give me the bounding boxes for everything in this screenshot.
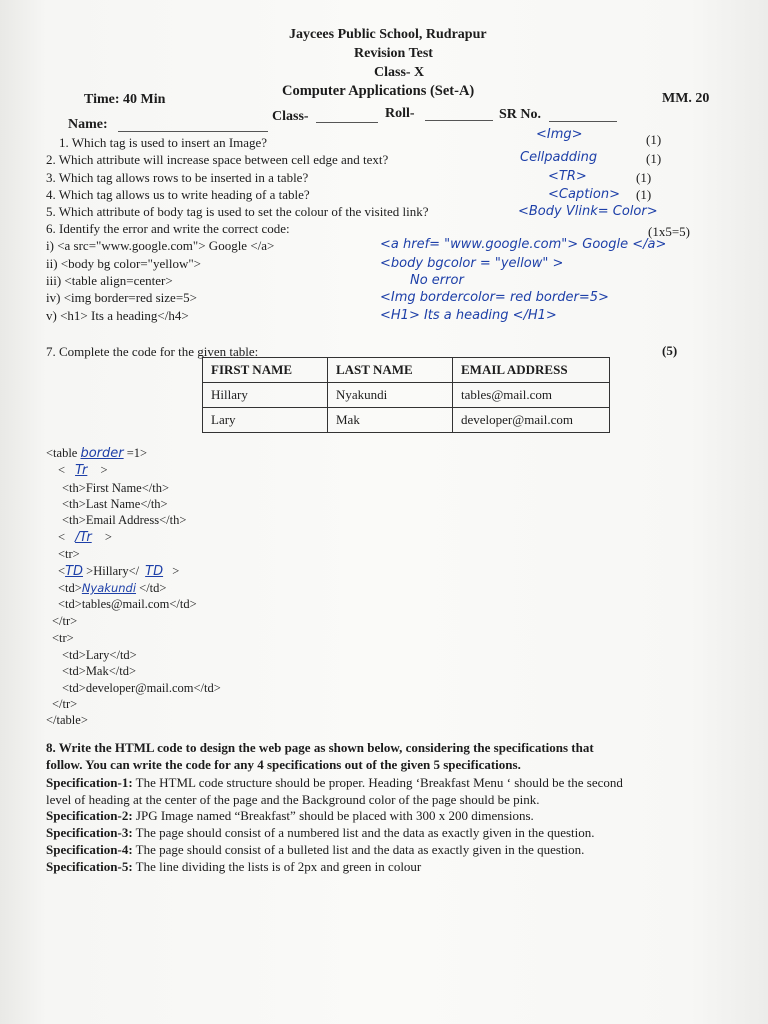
q6-answer-5: <H1> Its a heading </H1> (380, 308, 557, 323)
code-text: <table (46, 446, 81, 460)
code-answer: /Tr (75, 530, 92, 545)
q6-answer-4: <Img bordercolor= red border=5> (380, 290, 609, 305)
table-row (203, 408, 610, 433)
marks-3: (1) (636, 170, 652, 185)
code-text: > (101, 530, 112, 544)
spec-label: Specification-4: (46, 842, 133, 857)
question-2: 2. Which attribute will increase space between cell edge and text? (46, 152, 389, 167)
q6-answer-3: No error (410, 273, 464, 288)
table-cell: Lary (203, 408, 328, 433)
name-label: Name: (68, 117, 108, 132)
name-blank (118, 131, 268, 132)
code-line-3: <th>First Name</th> (62, 481, 170, 495)
code-text: </td> (136, 581, 167, 595)
sample-table (202, 357, 610, 433)
code-line-14: <td>Mak</td> (62, 664, 137, 678)
spec-label: Specification-3: (46, 825, 133, 840)
answer-5: <Body Vlink= Color> (518, 204, 658, 219)
code-line-5: <th>Email Address</th> (62, 513, 187, 527)
answer-4: <Caption> (548, 187, 620, 202)
spec-text: The line dividing the lists is of 2px and green in colour (132, 859, 422, 874)
code-text: > (97, 463, 108, 477)
class-title: Class- X (374, 65, 425, 80)
question-6-marks: (1x5=5) (648, 224, 690, 239)
table-row (203, 383, 610, 408)
max-marks: MM. 20 (662, 91, 710, 106)
code-line-1 (46, 446, 147, 461)
school-name: Jaycees Public School, Rudrapur (289, 27, 487, 42)
answer-3: <TR> (548, 169, 587, 184)
table-cell: developer@mail.com (453, 408, 610, 433)
code-answer: Nyakundi (81, 581, 137, 595)
question-8-title-line2: follow. You can write the code for any 4 specifications out of the given 5 specifications. (46, 757, 521, 772)
code-line-4: <th>Last Name</th> (62, 497, 168, 511)
code-line-15: <td>developer@mail.com</td> (62, 681, 221, 695)
table-cell: Mak (328, 408, 453, 433)
question-6-title: 6. Identify the error and write the correct code: (46, 221, 290, 236)
table-cell: tables@mail.com (453, 383, 610, 408)
roll-label: Roll- (385, 106, 415, 121)
code-text: =1> (123, 446, 148, 460)
roll-blank (425, 120, 493, 121)
code-answer: TD (65, 564, 84, 579)
code-text: < (58, 463, 66, 477)
answer-2: Cellpadding (520, 150, 598, 165)
question-3: 3. Which tag allows rows to be inserted in a table? (46, 170, 309, 185)
q6-item-5: v) <h1> Its a heading</h4> (46, 308, 189, 323)
code-answer: Tr (75, 463, 88, 478)
code-text: < (58, 530, 66, 544)
spec-label: Specification-2: (46, 808, 133, 823)
code-answer: TD (145, 564, 164, 579)
code-line-8 (58, 564, 179, 579)
test-title: Revision Test (354, 46, 433, 61)
code-line-11: </tr> (52, 614, 78, 628)
specification-5 (46, 859, 421, 875)
q6-answer-1: <a href= "www.google.com"> Google </a> (380, 237, 667, 252)
question-8-title-line1: 8. Write the HTML code to design the web page as shown below, considering the specifications that (46, 740, 594, 755)
spec-text: JPG Image named “Breakfast” should be placed with 300 x 200 dimensions. (132, 808, 534, 823)
specification-2 (46, 808, 534, 824)
code-answer: border (80, 446, 124, 461)
question-5: 5. Which attribute of body tag is used to set the colour of the visited link? (46, 204, 429, 219)
q6-answer-2: <body bgcolor = "yellow" > (380, 256, 564, 271)
code-line-6 (58, 530, 112, 545)
question-7-marks: (5) (662, 343, 678, 358)
marks-4: (1) (636, 187, 652, 202)
table-header-cell: FIRST NAME (203, 358, 328, 383)
spec-label: Specification-1: (46, 775, 133, 790)
q6-item-2: ii) <body bg color="yellow"> (46, 256, 202, 271)
code-text: > (169, 564, 180, 578)
question-4: 4. Which tag allows us to write heading of a table? (46, 187, 310, 202)
spec-label: Specification-5: (46, 859, 133, 874)
specification-1 (46, 775, 623, 791)
question-7-title: 7. Complete the code for the given table: (46, 344, 259, 359)
table-header-row (203, 358, 610, 383)
q6-item-4: iv) <img border=red size=5> (46, 290, 197, 305)
specification-3 (46, 825, 595, 841)
code-line-7: <tr> (58, 547, 80, 561)
code-line-2 (58, 463, 108, 478)
code-text: <td> (58, 581, 82, 595)
q6-item-3: iii) <table align=center> (46, 273, 173, 288)
code-line-16: </tr> (52, 697, 78, 711)
specification-1-cont: level of heading at the center of the page and the Background color of the page should be pink. (46, 792, 540, 807)
marks-1: (1) (646, 132, 662, 147)
q6-item-1: i) <a src="www.google.com"> Google </a> (46, 238, 275, 253)
table-header-cell: EMAIL ADDRESS (453, 358, 610, 383)
spec-text: The page should consist of a numbered list and the data as exactly given in the question. (132, 825, 595, 840)
time-label: Time: 40 Min (84, 92, 166, 107)
code-line-13: <td>Lary</td> (62, 648, 137, 662)
table-cell: Nyakundi (328, 383, 453, 408)
spec-text: The HTML code structure should be proper. Heading ‘Breakfast Menu ‘ should be the second (132, 775, 623, 790)
class-label: Class- (272, 109, 309, 124)
specification-4 (46, 842, 584, 858)
sr-label: SR No. (499, 107, 542, 122)
code-line-17: </table> (46, 713, 88, 727)
code-line-10: <td>tables@mail.com</td> (58, 597, 197, 611)
spec-text: The page should consist of a bulleted list and the data as exactly given in the question. (132, 842, 585, 857)
answer-1: <Img> (536, 127, 583, 142)
subject-title: Computer Applications (Set-A) (282, 83, 475, 99)
code-line-9 (58, 581, 166, 596)
sr-blank (549, 121, 617, 122)
marks-2: (1) (646, 151, 662, 166)
class-blank (316, 122, 378, 123)
code-text: < (58, 564, 66, 578)
code-text: >Hillary</ (83, 564, 140, 578)
table-header-cell: LAST NAME (328, 358, 453, 383)
question-1: 1. Which tag is used to insert an Image? (59, 135, 268, 150)
code-line-12: <tr> (52, 631, 74, 645)
table-cell: Hillary (203, 383, 328, 408)
